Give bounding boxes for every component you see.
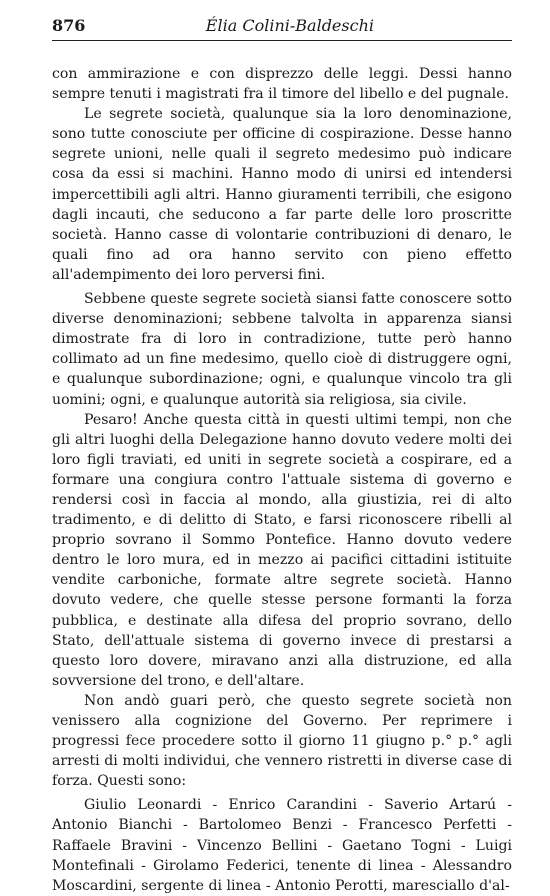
running-title: Élia Colini-Baldeschi [205, 16, 374, 35]
page-header [52, 14, 512, 41]
paragraph-names-list: Giulio Leonardi - Enrico Carandini - Saverio Artarú - Antonio Bianchi - Bartolomeo Benzi - Francesco Perfetti - Raffaele Bravini - Vincenzo Bellini - Gaetano Togni - Luigi Montefinali - Girolamo Federici, tenente di linea - Alessandro Moscardini, sergente di linea - Antonio Perotti, maresciallo d'al- [52, 797, 512, 894]
paragraph-arrests: Non andò guari però, che questo segrete società non venissero alla cognizione del Governo. Per reprimere i progressi fece procedere sotto il giorno 11 giugno p.° p.° agli arresti di molti individui, che vennero ristretti in diverse case di forza. Questi sono: [52, 692, 512, 790]
paragraph-pesaro: Pesaro! Anche questa città in questi ultimi tempi, non che gli altri luoghi della Delegazione hanno dovuto vedere molti dei loro figli traviati, ed uniti in segrete società a cospirare, ed a formare una congiura contro l'attuale sistema di governo e rendersi così in faccia al mondo, alla giustizia, rei di alto tradimento, e di delitto di Stato, e farsi riconoscere ribelli al proprio sovrano il Sommo Pontefice. Hanno dovuto vedere dentro le loro mura, ed in mezzo ai pacifici cittadini istituite vendite carboniche, formate altre segrete società. Hanno dovuto vedere, che quelle stesse persone formanti la forza pubblica, e destinate alla difesa del proprio sovrano, dello Stato, dell'attuale sistema di governo invece di prestarsi a questo loro dovere, miravano anzi alla distruzione, ed alla sovversione del trono, e dell'altare. [52, 411, 512, 689]
body-text [52, 64, 512, 896]
paragraph-denominations: Sebbene queste segrete società siansi fatte conoscere sotto diverse denominazioni; sebbene talvolta in apparenza siansi dimostrate fra di loro in contradizione, tutte però hanno collimato ad un fine medesimo, quello cioè di distruggere ogni, e qualunque subordinazione; ogni, e qualunque vincolo tra gli uomini; ogni, e qualunque autorità sia religiosa, sia civile. [52, 291, 512, 408]
paragraph-secret-societies: Le segrete società, qualunque sia la loro denominazione, sono tutte conosciute per officine di cospirazione. Desse hanno segrete unioni, nelle quali il segreto medesimo può indicare cosa da essi si machini. Hanno modo di unirsi ed intendersi impercettibili agli altri. Hanno giuramenti terribili, che esigono dagli incauti, che seducono a far parte delle loro proscritte società. Hanno casse di volontarie contribuzioni di denaro, le quali fino ad ora hanno servito con pieno effetto all'adempimento dei loro perversi fini. [52, 106, 512, 283]
paragraph-continuation: con ammirazione e con disprezzo delle leggi. Dessi hanno sempre tenuti i magistrati fra il timore del libello e del pugnale. [52, 66, 512, 103]
page-number: 876 [52, 16, 86, 35]
